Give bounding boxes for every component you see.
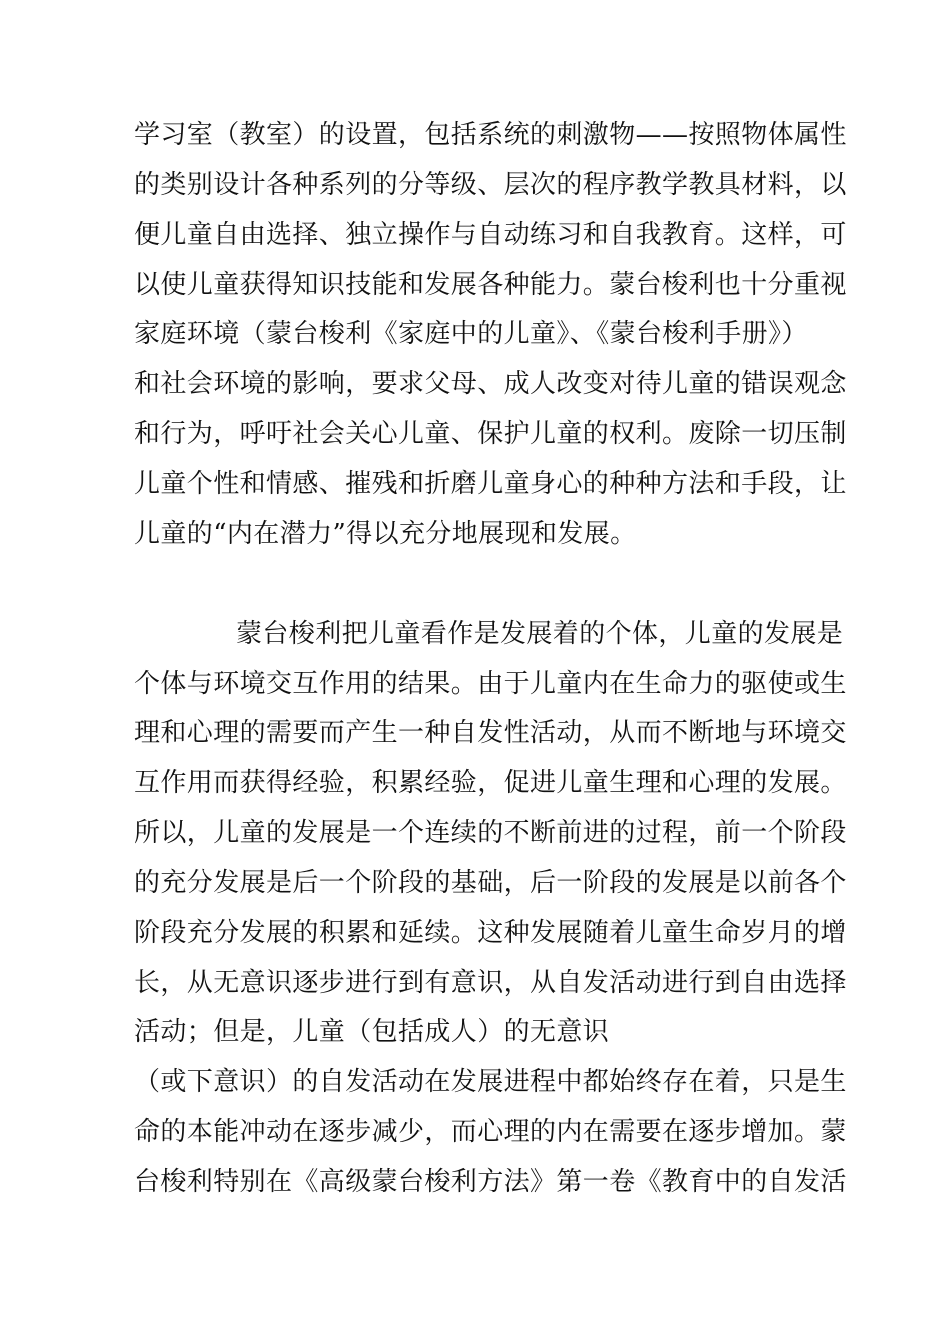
text-line: 学习室（教室）的设置，包括系统的刺激物——按照物体属性	[134, 120, 847, 150]
text-line: 所以，儿童的发展是一个连续的不断前进的过程，前一个阶段	[134, 818, 847, 848]
text-line: 命的本能冲动在逐步减少，而心理的内在需要在逐步增加。蒙	[134, 1117, 847, 1147]
text-line: 个体与环境交互作用的结果。由于儿童内在生命力的驱使或生	[134, 669, 847, 699]
text-line: 蒙台梭利把儿童看作是发展着的个体，儿童的发展是	[236, 619, 844, 649]
text-line: 台梭利特别在《高级蒙台梭利方法》第一卷《教育中的自发活	[134, 1167, 847, 1197]
text-line: 和社会环境的影响，要求父母、成人改变对待儿童的错误观念	[134, 369, 847, 399]
text-line: 的类别设计各种系列的分等级、层次的程序教学教具材料，以	[134, 170, 847, 200]
text-line: 互作用而获得经验，积累经验，促进儿童生理和心理的发展。	[134, 768, 847, 798]
text-line: 活动；但是，儿童（包括成人）的无意识	[134, 1017, 610, 1047]
text-line: 以使儿童获得知识技能和发展各种能力。蒙台梭利也十分重视	[134, 270, 847, 300]
text-line: 家庭环境（蒙台梭利《家庭中的儿童》、《蒙台梭利手册》）	[134, 319, 808, 349]
text-line: 阶段充分发展的积累和延续。这种发展随着儿童生命岁月的增	[134, 918, 847, 948]
text-line: 理和心理的需要而产生一种自发性活动，从而不断地与环境交	[134, 718, 847, 748]
text-line: 长，从无意识逐步进行到有意识，从自发活动进行到自由选择	[134, 968, 847, 998]
text-line: 儿童的“内在潜力”得以充分地展现和发展。	[134, 519, 637, 549]
text-line: 的充分发展是后一个阶段的基础，后一阶段的发展是以前各个	[134, 868, 847, 898]
text-line: 儿童个性和情感、摧残和折磨儿童身心的种种方法和手段，让	[134, 469, 847, 499]
text-line: （或下意识）的自发活动在发展进程中都始终存在着，只是生	[134, 1067, 847, 1097]
text-line: 便儿童自由选择、独立操作与自动练习和自我教育。这样，可	[134, 220, 847, 250]
text-line: 和行为，呼吁社会关心儿童、保护儿童的权利。废除一切压制	[134, 419, 847, 449]
